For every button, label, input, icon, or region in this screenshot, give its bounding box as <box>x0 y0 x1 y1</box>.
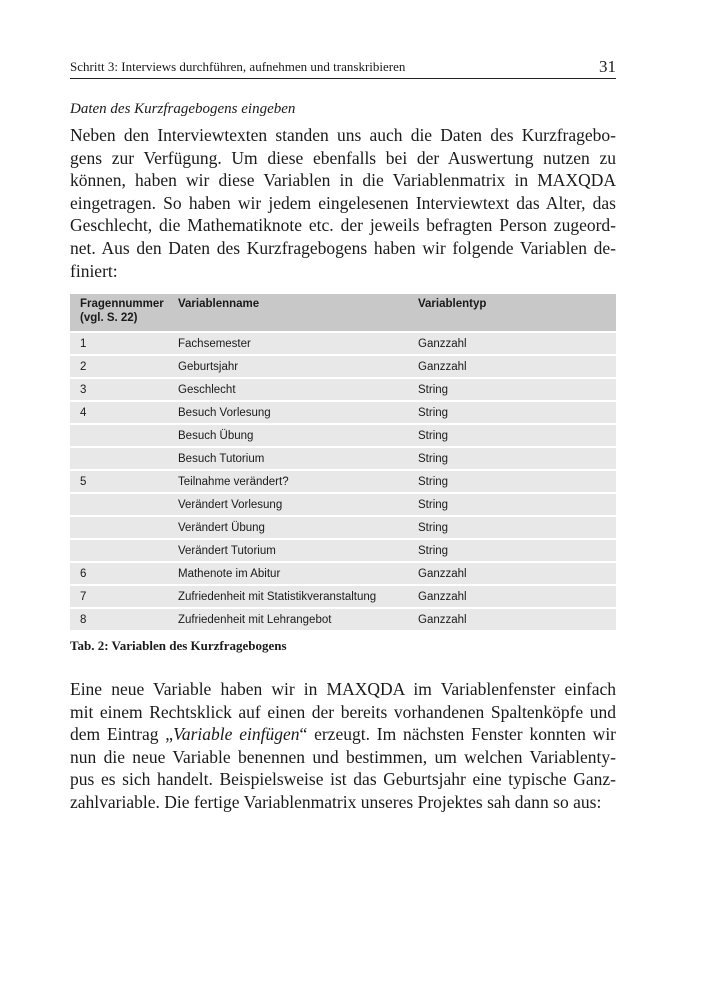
cell-variable-name: Zufriedenheit mit Lehrangebot <box>168 609 408 630</box>
table-header-row <box>70 294 616 331</box>
table-row <box>70 517 616 538</box>
cell-variable-type: String <box>408 494 616 515</box>
table-row <box>70 540 616 561</box>
cell-variable-name: Zufriedenheit mit Statistikveranstaltung <box>168 586 408 607</box>
running-header <box>70 56 616 79</box>
table-row <box>70 609 616 630</box>
section-heading: Daten des Kurzfragebogens eingeben <box>70 101 296 117</box>
page-number: 31 <box>599 57 616 76</box>
table-row <box>70 471 616 492</box>
intro-paragraph <box>70 124 616 282</box>
text-segment: “ erzeugt. Im nächsten Fenster konnten wir <box>299 724 617 745</box>
cell-variable-type: String <box>408 540 616 561</box>
cell-variable-type: String <box>408 471 616 492</box>
cell-variable-type: String <box>408 425 616 446</box>
cell-variable-name: Verändert Übung <box>168 517 408 538</box>
cell-question-number: 4 <box>70 402 168 423</box>
cell-variable-name: Verändert Tutorium <box>168 540 408 561</box>
table-caption: Tab. 2: Variablen des Kurzfragebogens <box>70 638 287 653</box>
running-title: Schritt 3: Interviews durchführen, aufnehmen und transkribieren <box>70 59 406 74</box>
cell-variable-type: String <box>408 517 616 538</box>
table-row <box>70 586 616 607</box>
paragraph-line: können, haben wir diese Variablen in die Variablenmatrix in MAXQDA <box>70 170 616 191</box>
table-row <box>70 425 616 446</box>
cell-question-number <box>70 517 168 538</box>
table-row <box>70 333 616 354</box>
menu-entry-reference: Variable einfügen <box>173 724 300 745</box>
paragraph-line: Eine neue Variable haben wir in MAXQDA im Variablenfenster einfach <box>70 679 616 699</box>
cell-variable-name: Besuch Tutorium <box>168 448 408 469</box>
variables-table <box>70 292 616 632</box>
column-header-variable-type: Variablentyp <box>408 294 616 331</box>
cell-question-number: 5 <box>70 471 168 492</box>
cell-question-number: 7 <box>70 586 168 607</box>
paragraph-line: zahlvariable. Die fertige Variablenmatrix unseres Projektes sah dann so aus: <box>70 791 602 812</box>
cell-question-number <box>70 540 168 561</box>
cell-question-number <box>70 425 168 446</box>
cell-question-number <box>70 494 168 515</box>
cell-question-number: 6 <box>70 563 168 584</box>
text-segment: dem Eintrag „ <box>70 724 174 745</box>
cell-variable-type: Ganzzahl <box>408 563 616 584</box>
cell-variable-name: Geburtsjahr <box>168 356 408 377</box>
cell-variable-type: String <box>408 402 616 423</box>
cell-variable-name: Geschlecht <box>168 379 408 400</box>
table-row <box>70 448 616 469</box>
table-row <box>70 402 616 423</box>
cell-variable-name: Verändert Vorlesung <box>168 494 408 515</box>
column-header-question-number: Fragennummer (vgl. S. 22) <box>70 294 168 331</box>
cell-variable-type: Ganzzahl <box>408 356 616 377</box>
cell-variable-name: Besuch Übung <box>168 425 408 446</box>
paragraph-line: Neben den Interviewtexten standen uns auch die Daten des Kurzfragebo- <box>70 125 616 145</box>
cell-question-number: 3 <box>70 379 168 400</box>
table-row <box>70 356 616 377</box>
cell-question-number <box>70 448 168 469</box>
paragraph-line: eingetragen. So haben wir jedem eingelesenen Interviewtext das Alter, das <box>70 192 616 213</box>
paragraph-line <box>70 723 616 746</box>
cell-variable-type: Ganzzahl <box>408 586 616 607</box>
cell-variable-name: Besuch Vorlesung <box>168 402 408 423</box>
paragraph-line: Geschlecht, die Mathematiknote etc. der jeweils befragten Person zugeord- <box>70 215 616 236</box>
cell-question-number: 2 <box>70 356 168 377</box>
table-row <box>70 494 616 515</box>
cell-variable-type: Ganzzahl <box>408 333 616 354</box>
paragraph-line: gens zur Verfügung. Um diese ebenfalls bei der Auswertung nutzen zu <box>70 147 616 168</box>
cell-variable-name: Mathenote im Abitur <box>168 563 408 584</box>
paragraph-line: net. Aus den Daten des Kurzfragebogens haben wir folgende Variablen de- <box>70 237 616 258</box>
cell-variable-name: Fachsemester <box>168 333 408 354</box>
cell-variable-type: Ganzzahl <box>408 609 616 630</box>
variables-table-container <box>70 292 616 632</box>
cell-question-number: 1 <box>70 333 168 354</box>
paragraph-line: finiert: <box>70 260 118 281</box>
cell-variable-type: String <box>408 448 616 469</box>
cell-question-number: 8 <box>70 609 168 630</box>
table-row <box>70 563 616 584</box>
paragraph-line: nun die neue Variable benennen und bestimmen, um welchen Variablenty- <box>70 746 616 767</box>
column-header-variable-name: Variablenname <box>168 294 408 331</box>
table-row <box>70 379 616 400</box>
paragraph-line: mit einem Rechtsklick auf einen der bereits vorhandenen Spaltenköpfe und <box>70 701 616 722</box>
variable-creation-paragraph <box>70 678 616 814</box>
cell-variable-type: String <box>408 379 616 400</box>
cell-variable-name: Teilnahme verändert? <box>168 471 408 492</box>
paragraph-line: pus es sich handelt. Beispielsweise ist das Geburtsjahr eine typische Ganz- <box>70 769 616 790</box>
